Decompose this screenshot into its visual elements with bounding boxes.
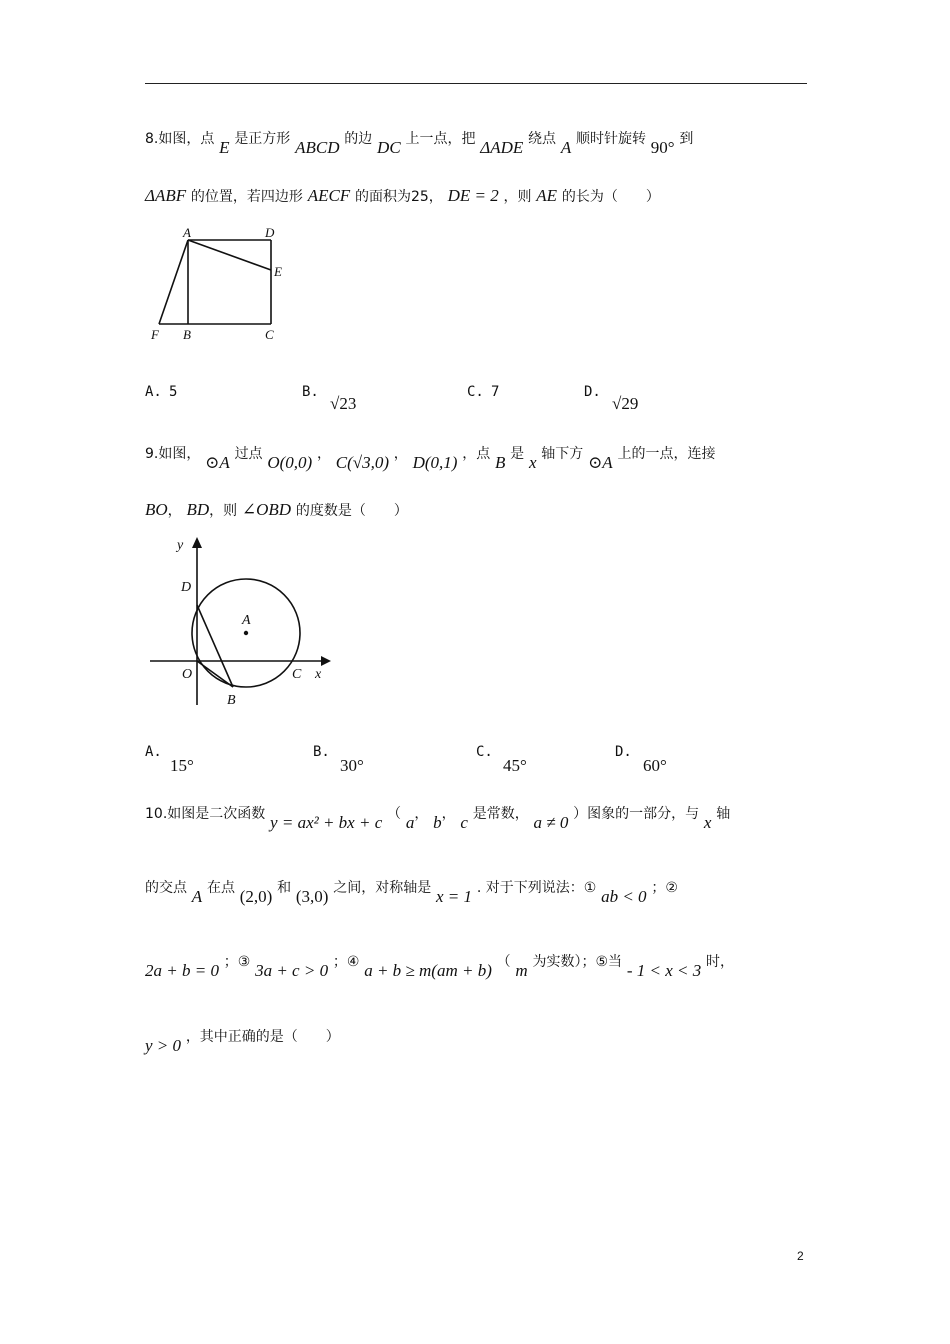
q8-option-a-label: A.: [145, 384, 162, 400]
q9-option-b-value: 30°: [340, 756, 364, 775]
q10-line-4: y > 0 ，其中正确的是（ ）: [145, 1029, 340, 1055]
q9-option-a-value: 15°: [170, 756, 194, 775]
q8-label-d: D: [265, 225, 275, 240]
q9-option-a-label: A.: [145, 744, 162, 760]
q8-option-b-label: B.: [302, 384, 319, 400]
q9-label-y: y: [177, 538, 184, 553]
q8-label-f: F: [151, 327, 159, 342]
q9-figure: [145, 535, 345, 715]
q8-segment-ae: [188, 240, 271, 270]
q8-label-a: A: [183, 225, 191, 240]
q9-center-point: [244, 631, 248, 635]
q9-option-b-label: B.: [313, 744, 330, 760]
q8-line-1: 8.如图，点 E 是正方形 ABCD 的边 DC 上一点，把 ΔADE 绕点 A 顺时针旋转 90° 到: [145, 131, 694, 157]
q8-figure: [145, 222, 295, 347]
q9-label-c: C: [292, 667, 302, 682]
q8-option-c-value: 7: [491, 384, 500, 400]
q9-label-d: D: [181, 580, 192, 595]
q8-label-c: C: [265, 327, 274, 342]
q9-label-b: B: [227, 693, 236, 708]
q9-option-d-value: 60°: [643, 756, 667, 775]
q8-label-b: B: [183, 327, 191, 342]
q10-line-3: 2a + b = 0 ；③ 3a + c > 0 ；④ a + b ≥ m(am + b) （ m 为实数）；⑤当 - 1 < x < 3 时，: [145, 954, 735, 980]
q8-segment-af: [159, 240, 188, 324]
q9-label-a: A: [242, 613, 251, 628]
q8-option-d-value: √29: [612, 394, 639, 413]
q8-option-d-label: D.: [584, 384, 601, 400]
q8-line-2: ΔABF 的位置，若四边形 AECF 的面积为25， DE = 2 ，则 AE 的长为（ ）: [145, 186, 660, 205]
q8-label-e: E: [274, 264, 282, 279]
q9-y-arrow: [192, 537, 202, 548]
q10-line-2: 的交点 A 在点 (2,0) 和 (3,0) 之间，对称轴是 x = 1 . 对于下列说法：① ab < 0 ；②: [145, 880, 678, 906]
q10-line-1: 10.如图是二次函数 y = ax² + bx + c （ a， b， c 是常数， a ≠ 0 ）图象的一部分，与 x 轴: [145, 806, 731, 832]
q8-option-b-value: √23: [330, 394, 357, 413]
header-rule: [145, 83, 807, 84]
q9-option-d-label: D.: [615, 744, 632, 760]
q8-option-a-value: 5: [169, 384, 178, 400]
q9-option-c-label: C.: [476, 744, 493, 760]
q9-x-arrow: [321, 656, 331, 666]
page-number: 2: [797, 1249, 804, 1263]
q9-label-x: x: [315, 667, 322, 682]
q9-line-1: 9.如图， ⊙A 过点 O(0,0) ， C(√3,0) ， D(0,1) ，点 B 是 x 轴下方 ⊙A 上的一点，连接: [145, 446, 716, 472]
q8-option-c-label: C.: [467, 384, 484, 400]
q9-line-2: BO， BD，则 ∠OBD 的度数是（ ）: [145, 500, 408, 519]
q9-label-o: O: [182, 667, 193, 682]
q9-option-c-value: 45°: [503, 756, 527, 775]
